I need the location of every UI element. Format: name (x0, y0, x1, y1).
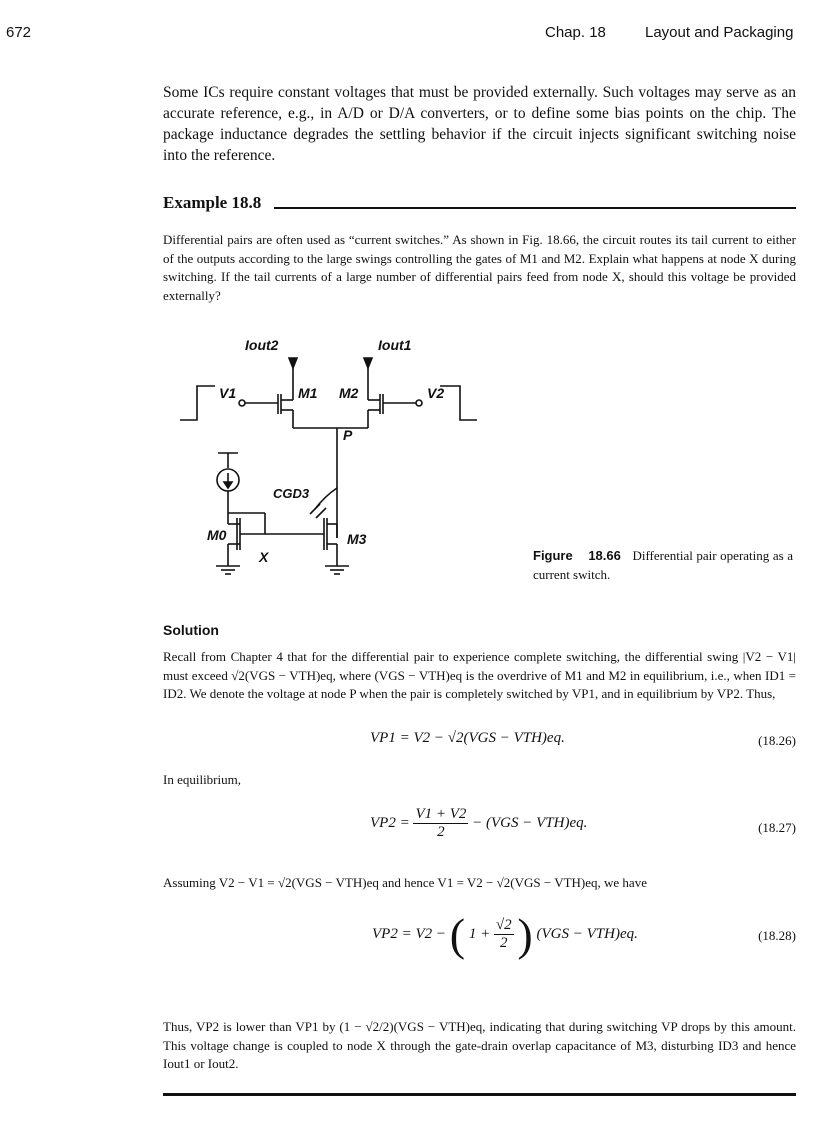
eq2-numerator: V1 + V2 (415, 806, 467, 822)
example-heading: Example 18.8 (163, 193, 262, 212)
label-iout1: Iout1 (378, 337, 412, 353)
equation-18-26: VP1 = V2 − √2(VGS − VTH)eq. (370, 730, 565, 746)
figure-number: 18.66 (588, 548, 621, 563)
example-body: Differential pairs are often used as “current switches.” As shown in Fig. 18.66, the circuit routes its tail current to either of the outputs according to the large swings controlling the gates of M1 and M2. Explain what happens at node X during switching. If the tail currents of a large number of differential pairs feed from node X, should this voltage be provided externally? (163, 232, 796, 303)
label-m3: M3 (347, 531, 367, 547)
left-paren: ( (449, 909, 466, 960)
eq2-rhs: − (VGS − VTH)eq. (472, 814, 588, 831)
figure-label: Figure (533, 548, 573, 563)
label-m1: M1 (298, 385, 318, 401)
section-title: Layout and Packaging (645, 24, 794, 41)
eq2-fraction (413, 806, 468, 841)
intro-paragraph: Some ICs require constant voltages that must be provided externally. Such voltages may serve as an accurate reference, e.g., in A/D or D/A converters, or to define some bias points on the chip. The package inductance degrades the settling behavior if the circuit injects significant switching noise into the reference. (163, 84, 796, 164)
figure-caption (533, 547, 793, 584)
assuming-text: Assuming V2 − V1 = √2(VGS − VTH)eq and hence V1 = V2 − √2(VGS − VTH)eq, we have (163, 875, 647, 890)
eq2-lhs: VP2 = (370, 814, 410, 831)
solution-heading: Solution (163, 622, 219, 638)
label-v2: V2 (427, 385, 445, 401)
label-cgd3: CGD3 (273, 486, 310, 501)
eq3-one: 1 + (468, 925, 491, 942)
eq2-denominator: 2 (437, 824, 445, 840)
equation-18-27 (370, 806, 587, 841)
right-paren: ) (517, 909, 533, 960)
solution-paragraph-2: Thus, VP2 is lower than VP1 by (1 − √2/2)(VGS − VTH)eq, indicating that during switching VP drops by this amount. This voltage change is coupled to node X through the gate-drain overlap capacitance of M3, disturbing ID3 and hence Iout1 or Iout2. (163, 1019, 796, 1071)
page-number: 672 (6, 24, 32, 41)
label-m0: M0 (207, 527, 227, 543)
label-x: X (259, 549, 269, 565)
circuit-diagram (175, 328, 535, 588)
solution-paragraph-1: Recall from Chapter 4 that for the differential pair to experience complete switching, the differential swing |V2 − V1| must exceed √2(VGS − VTH)eq, where (VGS − VTH)eq is the overdrive of M1 and M2 in equilibrium, i.e., when ID1 = ID2. We denote the voltage at node P when the pair is completely switched by VP1, and in equilibrium by VP2. Thus, (163, 649, 796, 701)
eq3-fraction (494, 917, 514, 952)
label-p: P (343, 427, 353, 443)
eq3-denominator: 2 (500, 935, 508, 951)
eq3-lhs: VP2 = V2 − (372, 925, 446, 942)
eq3-rhs: (VGS − VTH)eq. (536, 925, 638, 942)
equation-18-28 (372, 908, 638, 961)
label-v1: V1 (219, 385, 237, 401)
in-equilibrium-text: In equilibrium, (163, 772, 241, 787)
bottom-rule (163, 1093, 796, 1096)
v1-waveform (180, 386, 215, 420)
v2-waveform (440, 386, 477, 420)
equation-number-18-27: (18.27) (758, 820, 796, 835)
equation-number-18-28: (18.28) (758, 928, 796, 943)
figure-caption-text: Differential pair operating as a current switch. (533, 548, 794, 582)
equation-number-18-26: (18.26) (758, 733, 796, 748)
example-rule (274, 207, 796, 209)
eq3-numerator: √2 (495, 917, 512, 933)
chapter-label: Chap. 18 (545, 24, 606, 41)
label-iout2: Iout2 (245, 337, 279, 353)
label-m2: M2 (339, 385, 359, 401)
